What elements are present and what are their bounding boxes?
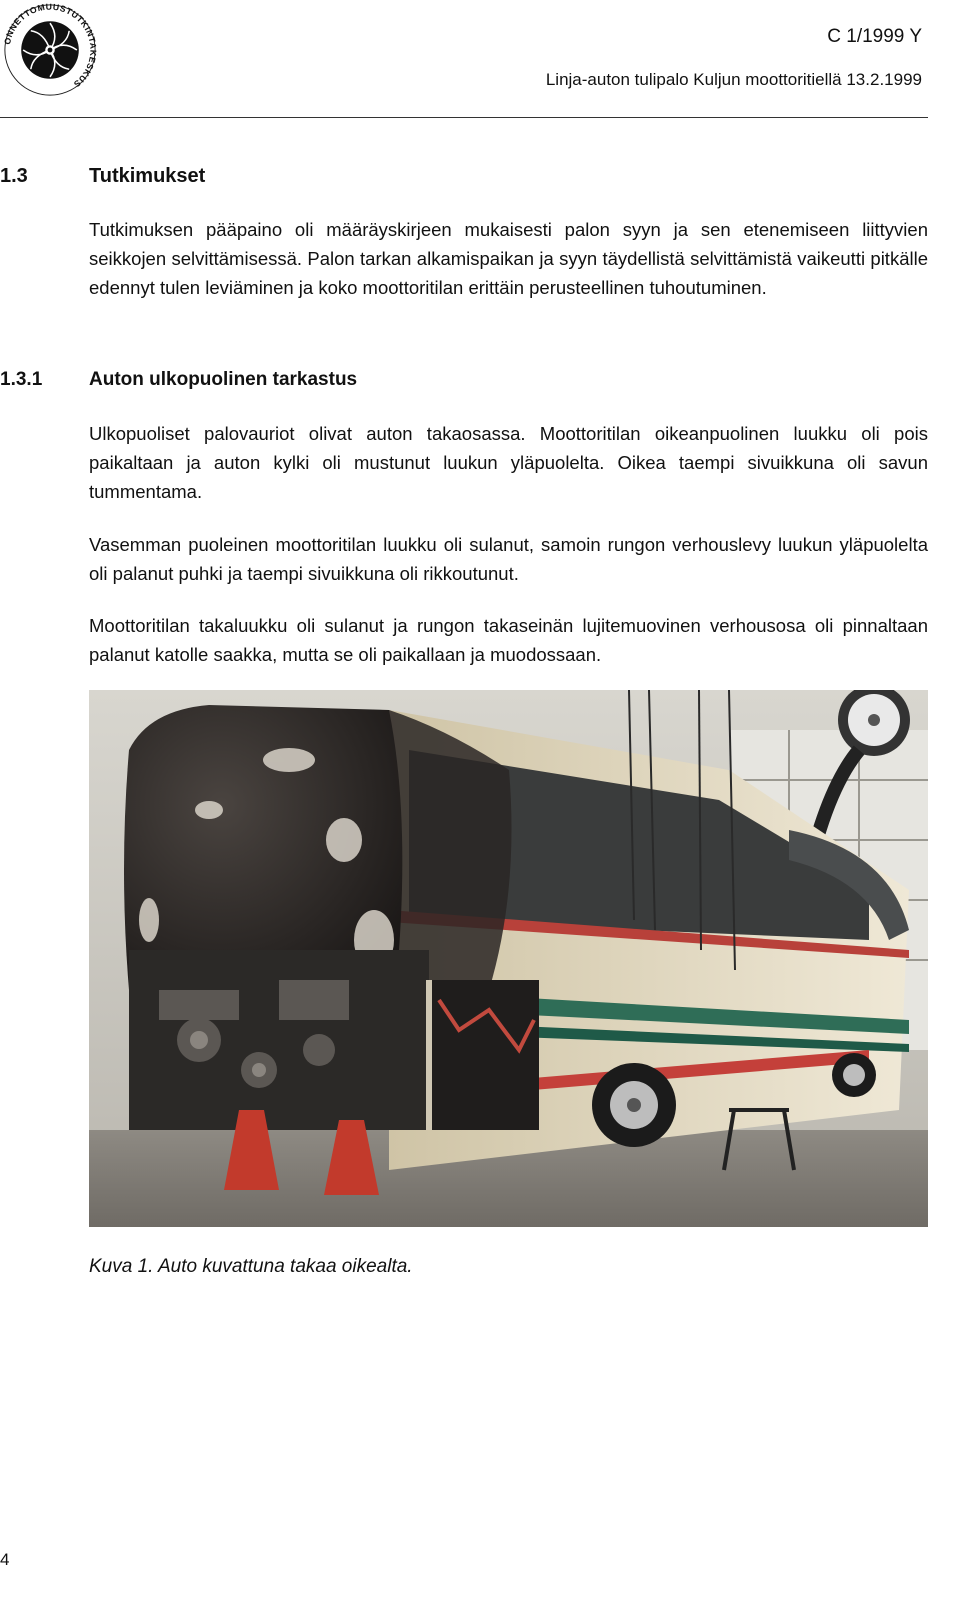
svg-text:ONNETTOMUUSTUTKINTAKESKUS: ONNETTOMUUSTUTKINTAKESKUS [2,2,98,90]
body-paragraph: Vasemman puoleinen moottoritilan luukku oli sulanut, samoin rungon verhouslevy luukun yläpuolelta oli palanut puhki ja taempi sivuikkuna oli rikkoutunut. [89,534,928,584]
page-number: 4 [0,1550,10,1569]
onnettomuustutkintakeskus-logo [2,2,98,98]
body-paragraph: Ulkopuoliset palovauriot olivat auton takaosassa. Moottoritilan oikeanpuolinen luukku oli pois paikaltaan ja auton kylki oli mustunut luukun yläpuolelta. Oikea taempi sivuikkuna oli savun tummentama. [89,423,928,502]
burnt-bus-photo [89,690,928,1227]
section-title: Tutkimukset [89,165,206,187]
subsection-number: 1.3.1 [0,369,43,390]
section-intro-paragraph: Tutkimuksen pääpaino oli määräyskirjeen mukaisesti palon syyn ja sen etenemiseen liittyvien seikkojen selvittämisessä. Palon tarkan alkamispaikan ja syyn täydellistä selvittämistä vaikeutti pitkälle edennyt tulen leviäminen ja koko moottoritilan erittäin perusteellinen tuhoutuminen. [89,219,928,298]
document-title: Linja-auton tulipalo Kuljun moottoritiellä 13.2.1999 [545,70,922,89]
subsection-title: Auton ulkopuolinen tarkastus [89,369,358,390]
document-code: C 1/1999 Y [827,26,922,47]
section-number: 1.3 [0,165,28,187]
header-divider [0,117,928,118]
figure-caption: Kuva 1. Auto kuvattuna takaa oikealta. [89,1256,413,1277]
body-paragraph: Moottoritilan takaluukku oli sulanut ja rungon takaseinän lujitemuovinen verhousosa oli pinnaltaan palanut katolle saakka, mutta se oli paikallaan ja muodossaan. [89,615,928,665]
